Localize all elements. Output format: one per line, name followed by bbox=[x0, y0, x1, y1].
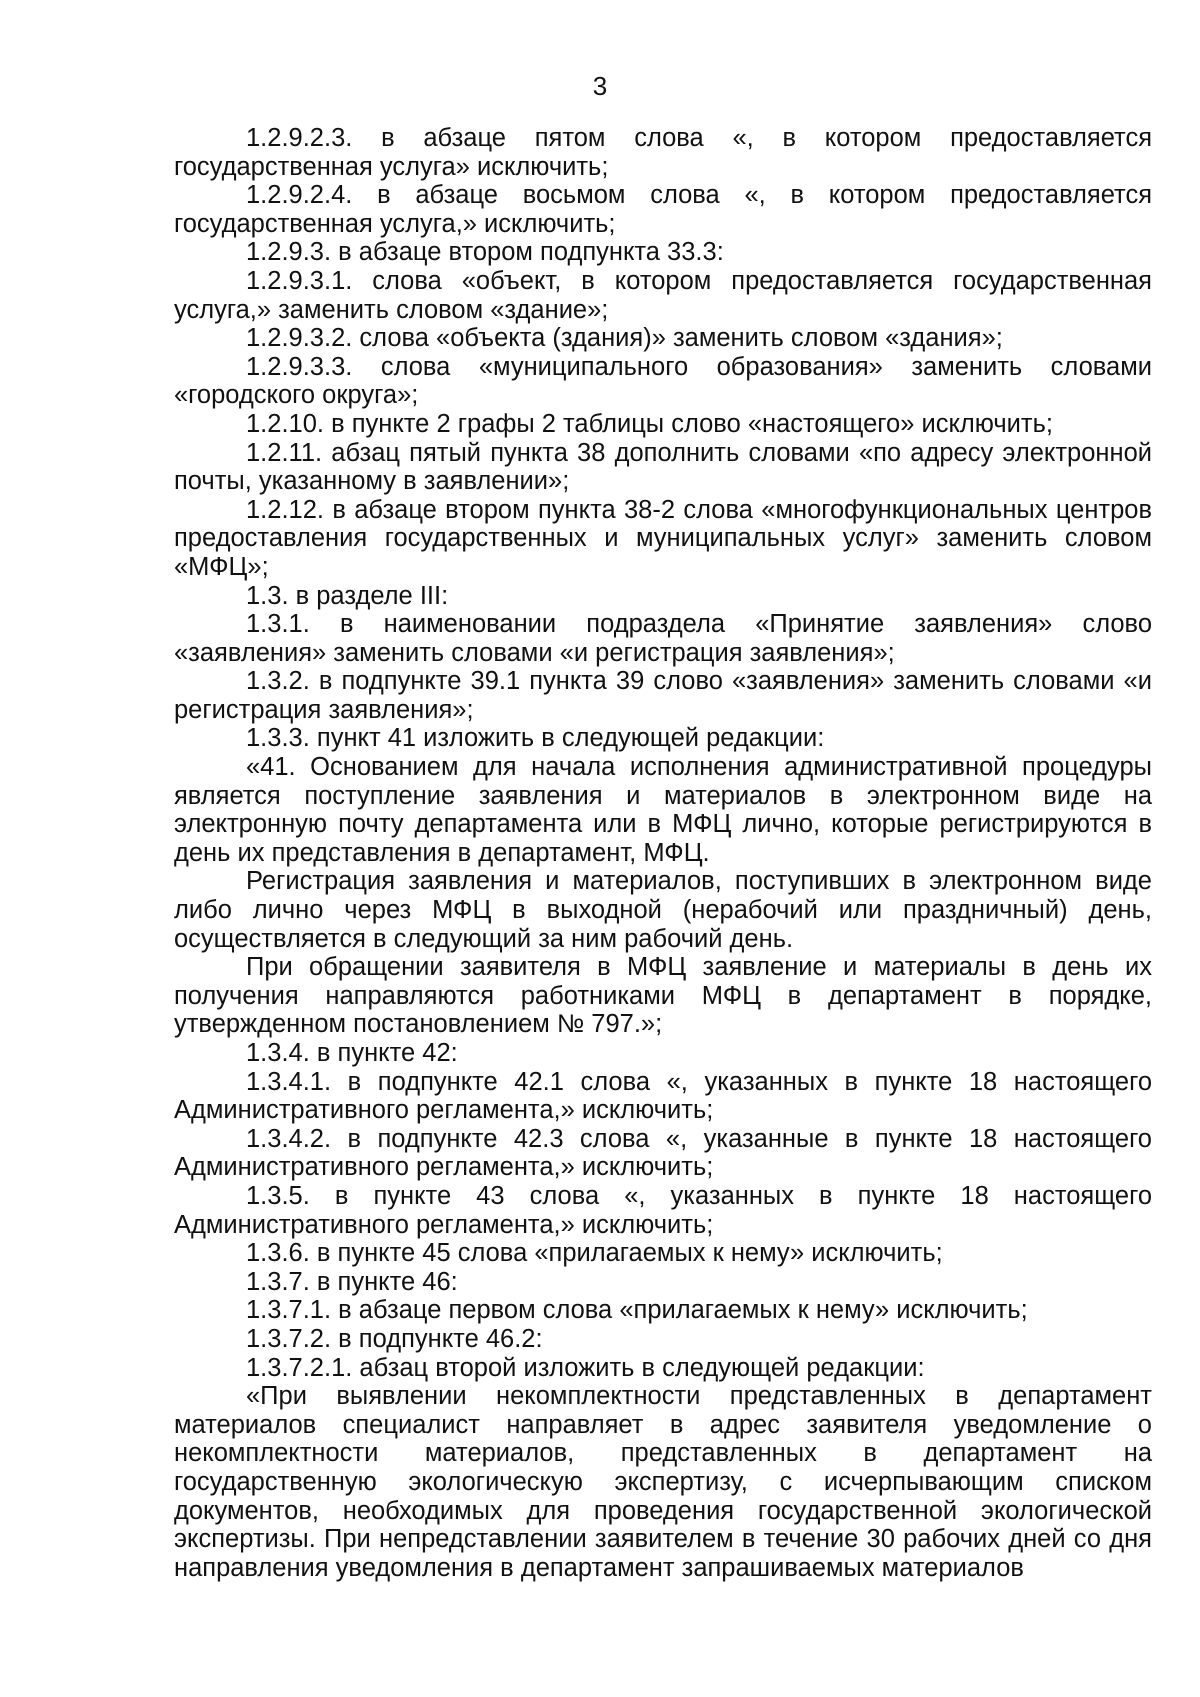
paragraph: 1.3.7.2.1. абзац второй изложить в следующей редакции: bbox=[246, 1353, 925, 1382]
paragraph: 1.2.9.3.3. слова «муниципального образования» заменить словами «городского округа»; bbox=[174, 352, 1152, 410]
paragraph: 1.3.6. в пункте 45 слова «прилагаемых к нему» исключить; bbox=[246, 1239, 943, 1268]
paragraph: 1.3.5. в пункте 43 слова «, указанных в пункте 18 настоящего Административного регламента,» исключить; bbox=[174, 1181, 1152, 1239]
paragraph: 1.2.11. абзац пятый пункта 38 дополнить словами «по адресу электронной почты, указанному в заявлении»; bbox=[174, 438, 1152, 496]
paragraph: 1.3. в разделе III: bbox=[246, 581, 449, 610]
paragraph: 1.2.9.3.2. слова «объекта (здания)» заменить словом «здания»; bbox=[246, 324, 1003, 353]
paragraph: 1.3.7.1. в абзаце первом слова «прилагаемых к нему» исключить; bbox=[246, 1296, 1028, 1325]
paragraph: 1.3.4.2. в подпункте 42.3 слова «, указанные в пункте 18 настоящего Административного регламента,» исключить; bbox=[174, 1124, 1152, 1182]
paragraph: 1.2.9.2.3. в абзаце пятом слова «, в котором предоставляется государственная услуга» исключить; bbox=[174, 124, 1152, 181]
paragraph: «При выявлении некомплектности представленных в департамент материалов специалист направляет в адрес заявителя уведомление о некомплектности материалов, представленных в департамент на государственную экологическую экспертизу, с исчерпывающим списком документов, необходимых для проведения государственной экологической экспертизы. При непредставлении заявителем в течение 30 рабочих дней со дня направления уведомления в департамент запрашиваемых материалов bbox=[174, 1382, 1152, 1582]
paragraph: 1.3.7.2. в подпункте 46.2: bbox=[246, 1324, 543, 1353]
paragraph: 1.2.10. в пункте 2 графы 2 таблицы слово «настоящего» исключить; bbox=[246, 409, 1053, 438]
page-number: 3 bbox=[592, 71, 608, 101]
paragraph: 1.2.12. в абзаце втором пункта 38-2 слова «многофункциональных центров предоставления государственных и муниципальных услуг» заменить словом «МФЦ»; bbox=[174, 495, 1152, 581]
paragraph: 1.2.9.3. в абзаце втором подпункта 33.3: bbox=[246, 238, 724, 267]
paragraph: 1.2.9.2.4. в абзаце восьмом слова «, в котором предоставляется государственная услуга,» исключить; bbox=[174, 181, 1152, 238]
paragraph: 1.2.9.3.1. слова «объект, в котором предоставляется государственная услуга,» заменить словом «здание»; bbox=[174, 266, 1152, 324]
paragraph: «41. Основанием для начала исполнения административной процедуры является поступление заявления и материалов в электронном виде на электронную почту департамента или в МФЦ лично, которые регистрируются в день их представления в департамент, МФЦ. bbox=[174, 753, 1152, 867]
paragraph: 1.3.4. в пункте 42: bbox=[246, 1039, 458, 1067]
paragraph: 1.3.3. пункт 41 изложить в следующей редакции: bbox=[246, 724, 825, 753]
paragraph: 1.3.4.1. в подпункте 42.1 слова «, указанных в пункте 18 настоящего Административного регламента,» исключить; bbox=[174, 1067, 1152, 1125]
paragraph: Регистрация заявления и материалов, поступивших в электронном виде либо лично через МФЦ в выходной (нерабочий или праздничный) день, осуществляется в следующий за ним рабочий день. bbox=[174, 867, 1152, 953]
paragraph: 1.3.2. в подпункте 39.1 пункта 39 слово «заявления» заменить словами «и регистрация заявления»; bbox=[174, 667, 1152, 724]
paragraph: При обращении заявителя в МФЦ заявление и материалы в день их получения направляются работниками МФЦ в департамент в порядке, утвержденном постановлением № 797.»; bbox=[174, 953, 1152, 1039]
paragraph: 1.3.1. в наименовании подраздела «Принятие заявления» слово «заявления» заменить словами «и регистрация заявления»; bbox=[174, 610, 1152, 667]
document-body bbox=[174, 124, 1152, 1582]
paragraph: 1.3.7. в пункте 46: bbox=[246, 1267, 458, 1296]
